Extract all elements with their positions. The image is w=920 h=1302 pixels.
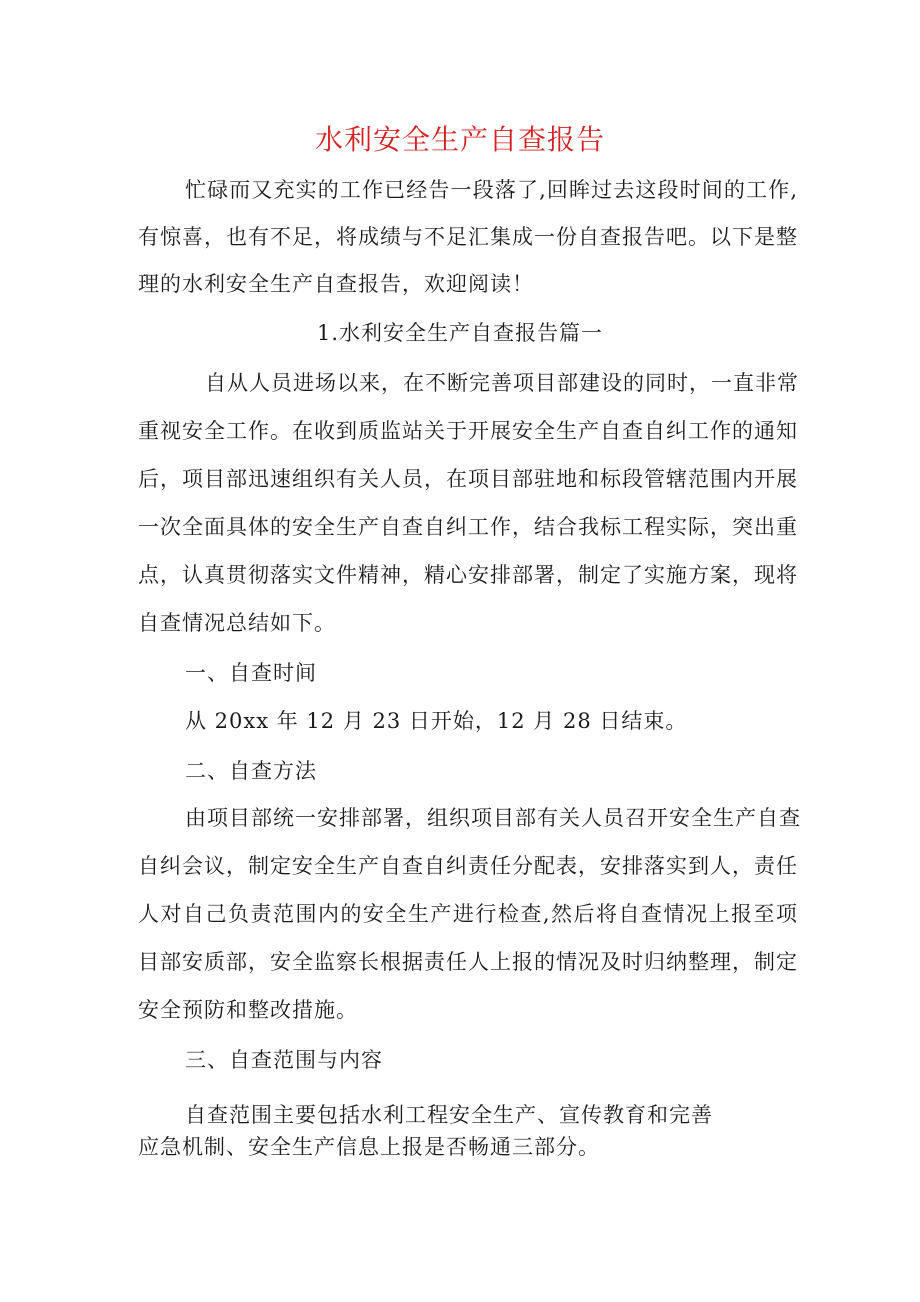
paragraph2-line-5: 安全预防和整改措施。 <box>138 998 358 1022</box>
paragraph1-line-3: 后，项目部迅速组织有关人员，在项目部驻地和标段管辖范围内开展 <box>138 467 798 491</box>
intro-line-1: 忙碌而又充实的工作已经告一段落了,回眸过去这段时间的工作, <box>185 178 798 202</box>
paragraph2-line-2: 自纠会议，制定安全生产自查自纠责任分配表，安排落实到人，责任 <box>138 854 798 878</box>
heading-self-check-time: 一、自查时间 <box>185 661 317 685</box>
paragraph1-line-2: 重视安全工作。在收到质监站关于开展安全生产自查自纠工作的通知 <box>138 419 798 443</box>
paragraph1-line-6: 自查情况总结如下。 <box>138 611 336 635</box>
paragraph2-line-4: 目部安质部，安全监察长根据责任人上报的情况及时归纳整理，制定 <box>138 950 798 974</box>
document-title: 水利安全生产自查报告 <box>314 123 605 156</box>
section-heading: 1.水利安全生产自查报告篇一 <box>316 321 604 345</box>
paragraph3-line-2: 应急机制、安全生产信息上报是否畅通三部分。 <box>138 1135 600 1159</box>
paragraph2-line-1: 由项目部统一安排部署，组织项目部有关人员召开安全生产自查 <box>185 806 801 830</box>
heading-self-check-scope: 三、自查范围与内容 <box>185 1048 383 1072</box>
paragraph1-line-5: 点，认真贯彻落实文件精神，精心安排部署，制定了实施方案，现将 <box>138 563 798 587</box>
paragraph1-line-1: 自从人员进场以来，在不断完善项目部建设的同时，一直非常 <box>205 371 799 395</box>
paragraph1-line-4: 一次全面具体的安全生产自查自纠工作，结合我标工程实际，突出重 <box>138 515 798 539</box>
paragraph3-line-1: 自查范围主要包括水利工程安全生产、宣传教育和完善 <box>185 1103 713 1127</box>
paragraph2-line-3: 人对自己负责范围内的安全生产进行检查,然后将自查情况上报至项 <box>138 902 798 926</box>
self-check-time-text: 从 20xx 年 12 月 23 日开始，12 月 28 日结束。 <box>185 709 688 733</box>
heading-self-check-method: 二、自查方法 <box>185 759 317 783</box>
intro-line-2: 有惊喜，也有不足，将成绩与不足汇集成一份自查报告吧。以下是整 <box>138 225 798 249</box>
intro-line-3: 理的水利安全生产自查报告，欢迎阅读！ <box>138 272 534 296</box>
